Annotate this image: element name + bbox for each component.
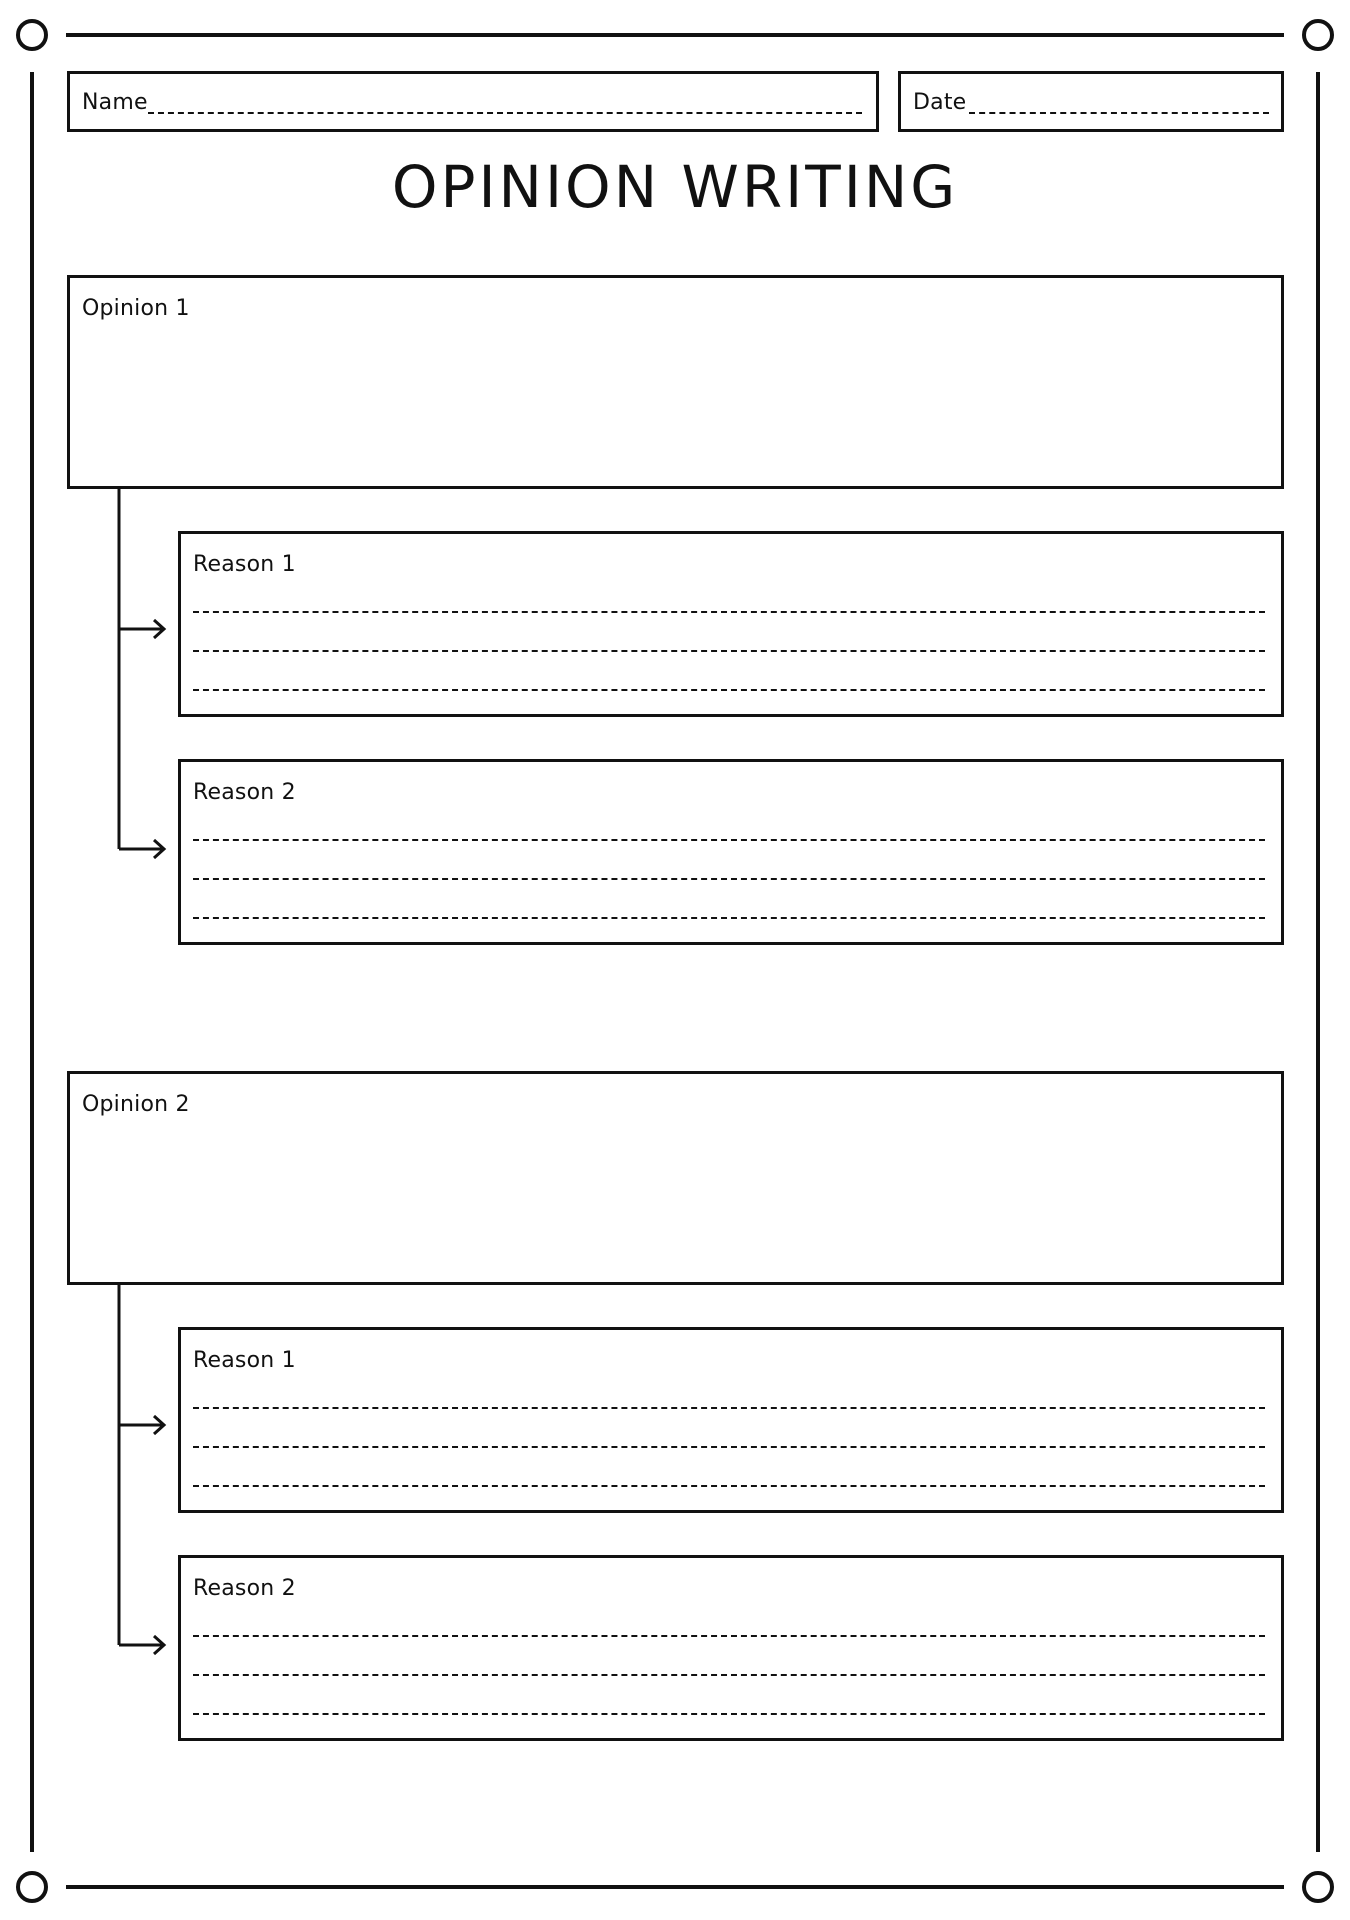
name-box[interactable]	[67, 71, 879, 132]
corner-ring-top-right	[1304, 21, 1332, 49]
reason-label: Reason 1	[193, 552, 296, 577]
writing-line[interactable]	[193, 1407, 1265, 1409]
reason-box-1-1[interactable]	[178, 531, 1284, 717]
corner-ring-bottom-left	[18, 1873, 46, 1901]
writing-line[interactable]	[193, 917, 1265, 919]
writing-line[interactable]	[193, 1485, 1265, 1487]
page-title: OPINION WRITING	[391, 153, 959, 221]
opinion-label: Opinion 2	[82, 1092, 190, 1117]
writing-line[interactable]	[193, 1713, 1265, 1715]
writing-line[interactable]	[193, 689, 1265, 691]
opinion-box-1[interactable]	[67, 275, 1284, 489]
connector-section-2	[119, 1284, 164, 1654]
date-underline[interactable]	[969, 112, 1269, 114]
date-box[interactable]	[898, 71, 1284, 132]
writing-line[interactable]	[193, 611, 1265, 613]
corner-ring-top-left	[18, 21, 46, 49]
reason-box-1-2[interactable]	[178, 759, 1284, 945]
reason-box-2-2[interactable]	[178, 1555, 1284, 1741]
opinion-label: Opinion 1	[82, 296, 190, 321]
writing-line[interactable]	[193, 650, 1265, 652]
reason-label: Reason 2	[193, 780, 296, 805]
name-underline[interactable]	[148, 112, 862, 114]
reason-box-2-1[interactable]	[178, 1327, 1284, 1513]
corner-ring-bottom-right	[1304, 1873, 1332, 1901]
reason-label: Reason 2	[193, 1576, 296, 1601]
writing-line[interactable]	[193, 839, 1265, 841]
reason-label: Reason 1	[193, 1348, 296, 1373]
writing-line[interactable]	[193, 878, 1265, 880]
writing-line[interactable]	[193, 1446, 1265, 1448]
date-label: Date	[913, 90, 967, 115]
writing-line[interactable]	[193, 1674, 1265, 1676]
connector-section-1	[119, 488, 164, 858]
writing-line[interactable]	[193, 1635, 1265, 1637]
opinion-box-2[interactable]	[67, 1071, 1284, 1285]
name-label: Name	[82, 90, 148, 115]
